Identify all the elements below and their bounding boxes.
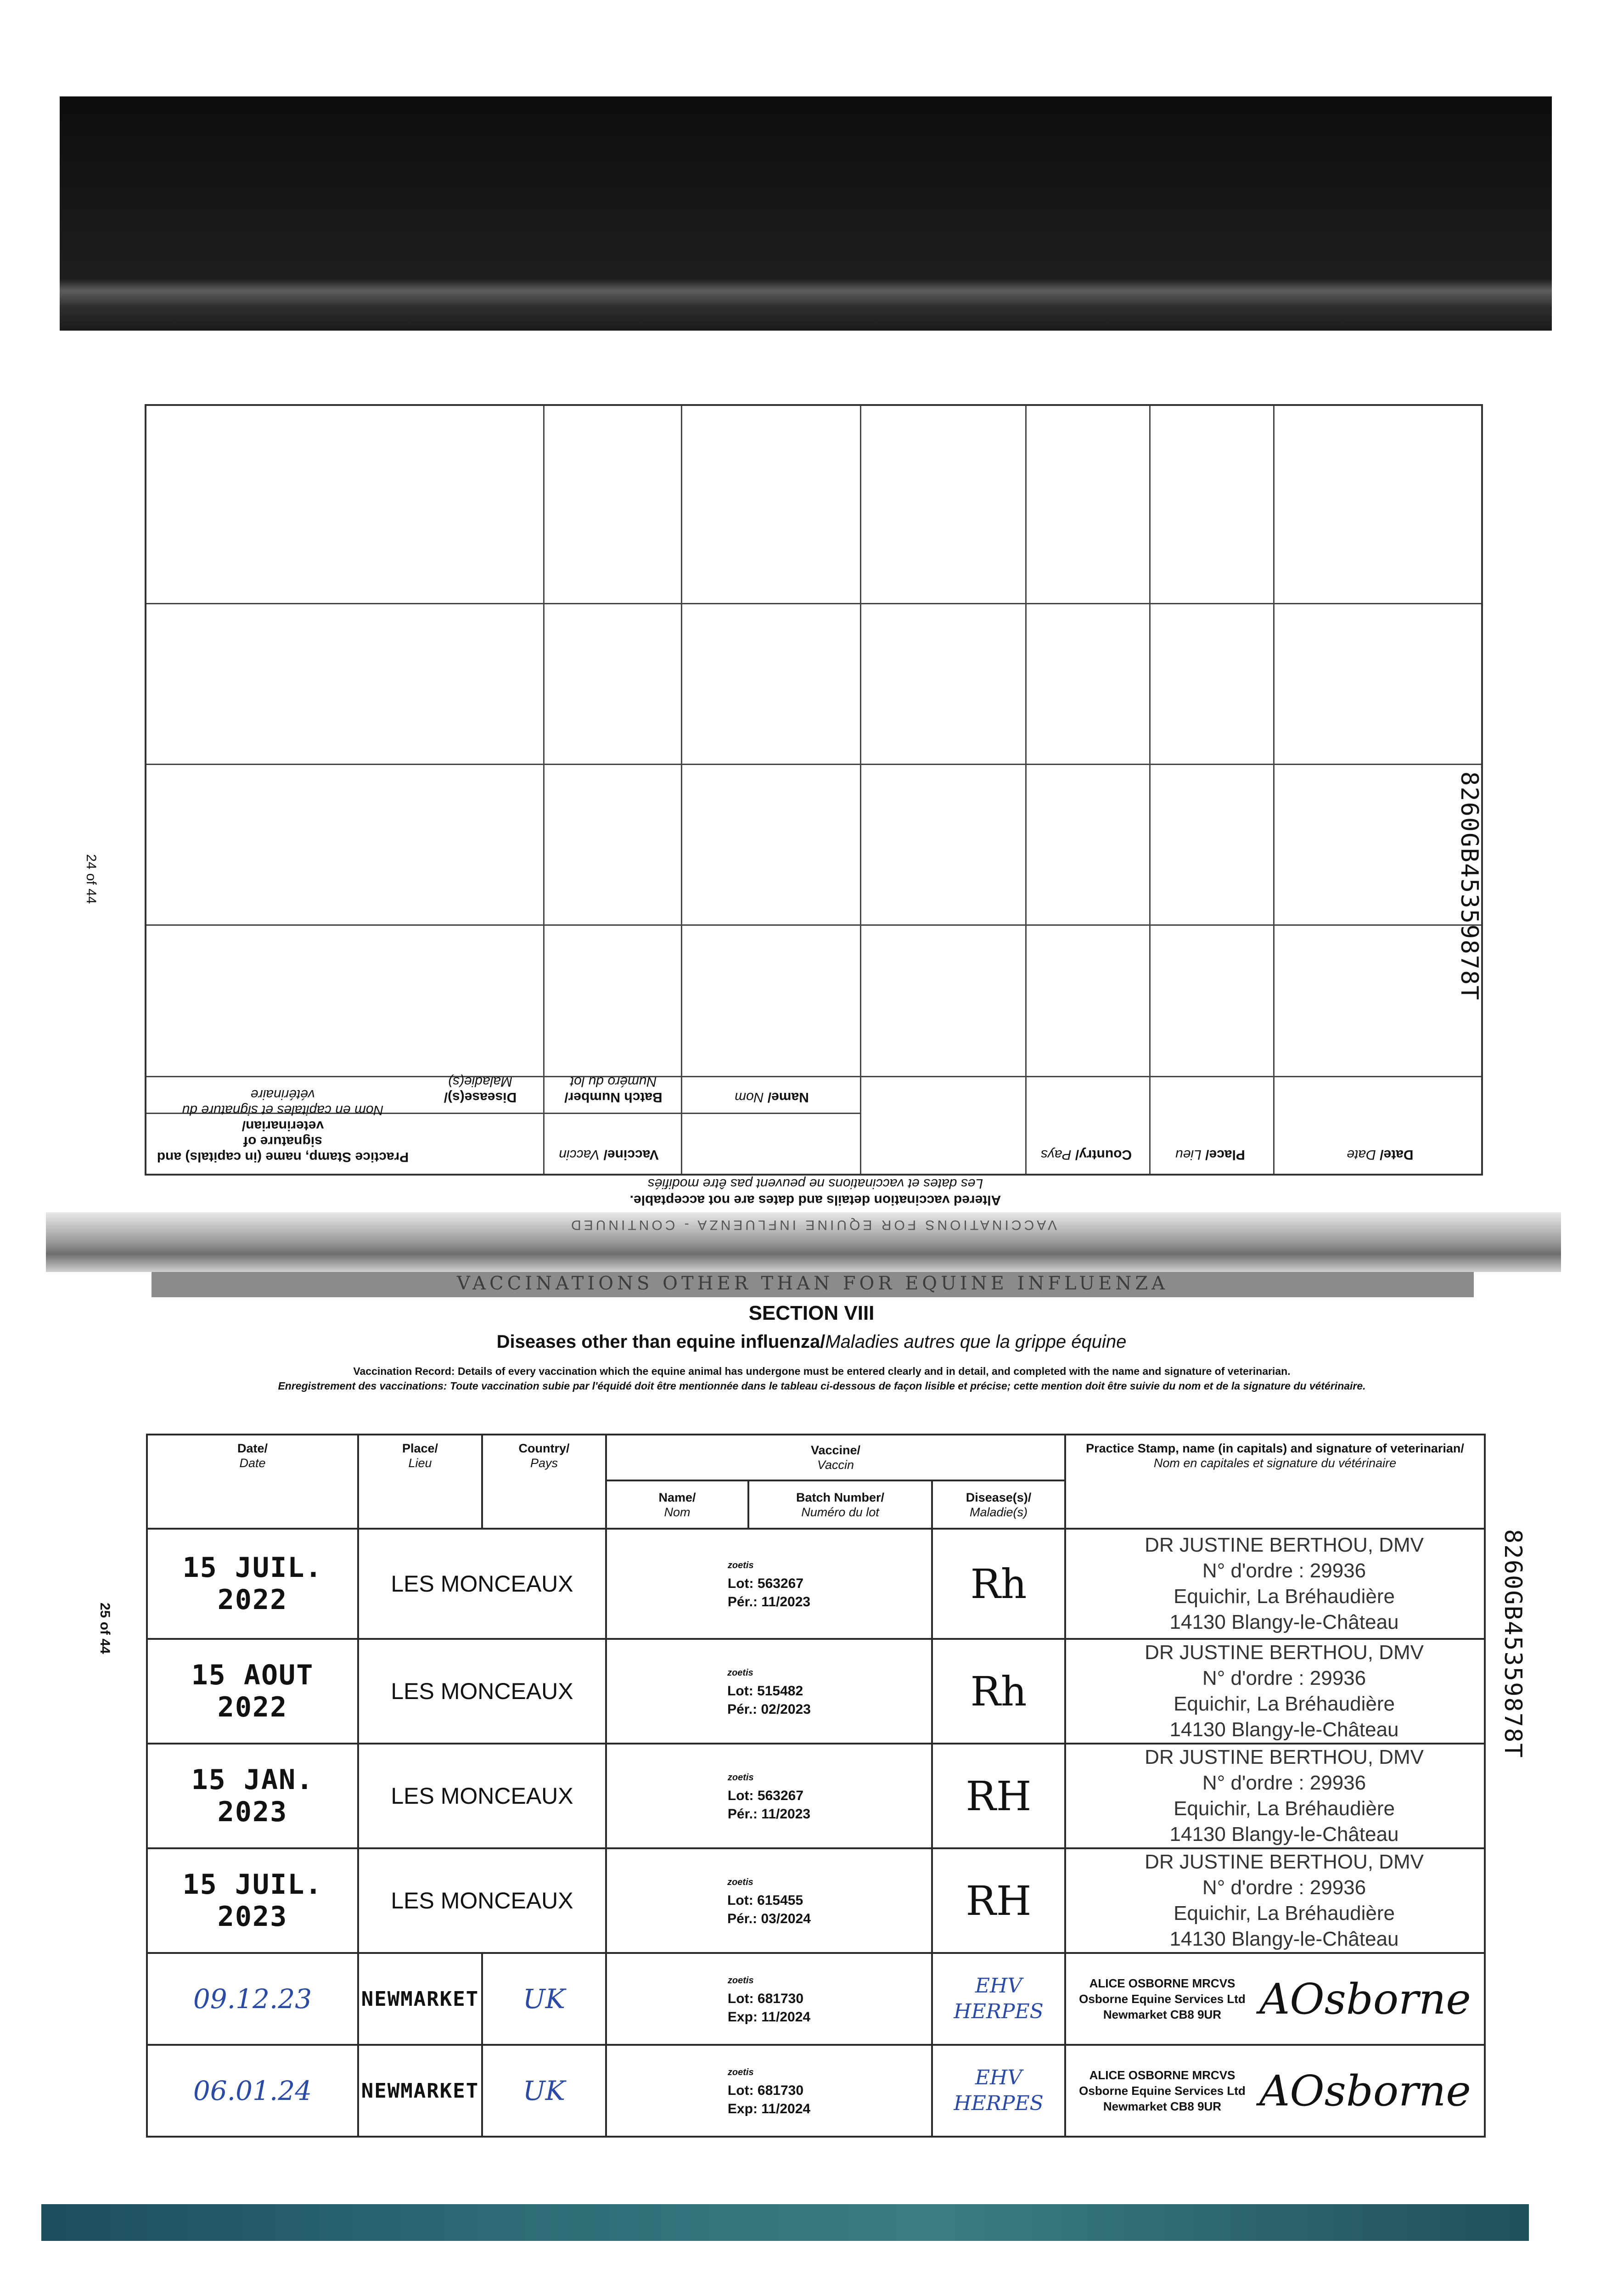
brand-name: zoetis — [727, 2067, 754, 2077]
table-row — [147, 1639, 1485, 1744]
expiry: 03/2024 — [761, 1911, 811, 1926]
brand-name: zoetis — [727, 1773, 754, 1783]
row-country: UK — [482, 2045, 606, 2137]
expiry: 11/2023 — [761, 1594, 811, 1609]
upper-col-divider — [1025, 406, 1027, 1174]
lower-side-code: 8260GB45359878T — [1499, 1529, 1527, 1759]
batch-header: Batch Number/ Numéro du lot — [748, 1480, 932, 1529]
lot-number: 563267 — [757, 1576, 803, 1591]
upper-batch-header: Batch Number/ Numéro du lot — [564, 1074, 663, 1105]
upper-name-header: Name/ Nom — [735, 1090, 809, 1105]
exp-label: Pér.: — [727, 1911, 758, 1926]
expiry: 11/2024 — [761, 2101, 811, 2116]
row-date: 15 AOUT 2022 — [147, 1639, 358, 1744]
section-subtitle: Diseases other than equine influenza/Maladies autres que la grippe équine — [496, 1332, 1127, 1352]
row-disease: Rh — [932, 1529, 1065, 1639]
row-place: NEWMARKET — [358, 1953, 482, 2045]
batch-sticker — [606, 1848, 932, 1953]
row-disease: EHV HERPES — [932, 1953, 1065, 2045]
table-row — [147, 1953, 1485, 2045]
lower-banner-title: VACCINATIONS OTHER THAN FOR EQUINE INFLUENZA — [456, 1273, 1169, 1294]
row-date: 15 JAN. 2023 — [147, 1744, 358, 1848]
exp-label: Exp: — [727, 2101, 758, 2116]
table-row — [147, 2045, 1485, 2137]
lot-number: 681730 — [757, 1991, 804, 2006]
expiry: 11/2024 — [761, 2009, 811, 2025]
lot-label: Lot: — [727, 2083, 754, 2098]
row-disease: EHV HERPES — [932, 2045, 1065, 2137]
upper-col-divider — [681, 406, 682, 1174]
lot-label: Lot: — [727, 1788, 754, 1803]
row-date: 06.01.24 — [147, 2045, 358, 2137]
exp-label: Exp: — [727, 2009, 758, 2025]
upper-row-divider — [146, 764, 1481, 765]
row-disease: Rh — [932, 1639, 1065, 1744]
upper-country-header: Country/ Pays — [1040, 1147, 1132, 1162]
lot-number: 615455 — [757, 1893, 803, 1908]
expiry: 02/2023 — [761, 1702, 811, 1717]
upper-place-header: Place/ Lieu — [1175, 1147, 1245, 1162]
exp-label: Pér.: — [727, 1702, 758, 1717]
upper-col-divider — [1273, 406, 1275, 1174]
section-title: SECTION VIII — [748, 1302, 875, 1324]
row-date: 09.12.23 — [147, 1953, 358, 2045]
upper-altered-note: Altered vaccination details and dates are not acceptable. Les dates et vaccinations ne peuvent pas être modifiés — [629, 1176, 1001, 1208]
place-header: Place/ Lieu — [358, 1435, 482, 1529]
upper-col-divider — [860, 406, 861, 1174]
row-date: 15 JUIL. 2023 — [147, 1848, 358, 1953]
brand-name: zoetis — [727, 1668, 753, 1678]
batch-sticker — [606, 2045, 932, 2137]
row-place: NEWMARKET — [358, 2045, 482, 2137]
disease-header: Disease(s)/ Maladie(s) — [932, 1480, 1065, 1529]
batch-sticker — [606, 1639, 932, 1744]
table-row — [147, 1848, 1485, 1953]
upper-stamp-header: Practice Stamp, name (in capitals) and signature of veterinarian/ Nom en capitales et signature du vétérinaire — [157, 1087, 409, 1165]
row-place: LES MONCEAUX — [358, 1744, 606, 1848]
country-header: Country/ Pays — [482, 1435, 606, 1529]
upper-row-divider — [146, 924, 1481, 926]
lot-label: Lot: — [727, 1576, 754, 1591]
brand-name: zoetis — [727, 1560, 754, 1570]
lot-label: Lot: — [727, 1683, 753, 1699]
lot-label: Lot: — [727, 1893, 753, 1908]
vet-stamp — [1065, 1953, 1485, 2045]
upper-vaccine-header: Vaccine/ Vaccin — [559, 1147, 659, 1162]
row-date: 15 JUIL. 2022 — [147, 1529, 358, 1639]
name-header: Name/ Nom — [606, 1480, 748, 1529]
row-country: UK — [482, 1953, 606, 2045]
vet-signature: AOsborne — [1259, 2066, 1471, 2116]
scan-shadow-band — [60, 96, 1552, 331]
row-disease: RH — [932, 1744, 1065, 1848]
vet-stamp: DR JUSTINE BERTHOU, DMV N° d'ordre : 29936 Equichir, La Bréhaudière 14130 Blangy-le-Château — [1065, 1848, 1485, 1953]
vaccination-record-note: Vaccination Record: Details of every vaccination which the equine animal has undergone must be entered clearly and in detail, and completed with the name and signature of veterinarian. Enregistrement des vaccinations: Toute vaccination subie par l'équidé doit être mentionnée dans le tableau ci-dessous de façon lisible et précise; cette mention doit être suivie du nom et de la signature du vétérinaire. — [278, 1365, 1366, 1392]
batch-sticker — [606, 1744, 932, 1848]
upper-col-divider — [1149, 406, 1151, 1174]
bottom-scan-band — [41, 2204, 1529, 2241]
upper-disease-header: Disease(s)/ Maladie(s) — [444, 1074, 517, 1105]
upper-banner-title: VACCINATIONS FOR EQUINE INFLUENZA - CONTINUED — [568, 1217, 1057, 1232]
vaccination-table — [146, 1434, 1486, 2138]
brand-name: zoetis — [727, 1877, 753, 1887]
lower-page-number: 25 of 44 — [97, 1603, 112, 1654]
upper-col-divider — [543, 406, 545, 1174]
vet-stamp-text: ALICE OSBORNE MRCVS Osborne Equine Services Ltd Newmarket CB8 9UR — [1079, 1976, 1246, 2021]
row-place: LES MONCEAUX — [358, 1639, 606, 1744]
vet-stamp: DR JUSTINE BERTHOU, DMV N° d'ordre : 29936 Equichir, La Bréhaudière 14130 Blangy-le-Château — [1065, 1529, 1485, 1639]
batch-sticker — [606, 1953, 932, 2045]
table-row — [147, 1744, 1485, 1848]
upper-vaccination-table — [145, 404, 1483, 1208]
expiry: 11/2023 — [761, 1806, 811, 1822]
batch-sticker — [606, 1529, 932, 1639]
row-place: LES MONCEAUX — [358, 1529, 606, 1639]
upper-row-divider — [146, 1076, 1481, 1077]
lot-number: 681730 — [757, 2083, 804, 2098]
upper-row-divider — [146, 603, 1481, 604]
upper-date-header: Date/ Date — [1347, 1147, 1414, 1162]
lot-number: 563267 — [757, 1788, 803, 1803]
row-place: LES MONCEAUX — [358, 1848, 606, 1953]
stamp-header: Practice Stamp, name (in capitals) and signature of veterinarian/ Nom en capitales et signature du vétérinaire — [1065, 1435, 1485, 1529]
table-row — [147, 1529, 1485, 1639]
lot-label: Lot: — [727, 1991, 754, 2006]
date-header: Date/ Date — [147, 1435, 358, 1529]
vaccine-header: Vaccine/ Vaccin — [606, 1435, 1065, 1480]
vet-stamp-text: ALICE OSBORNE MRCVS Osborne Equine Services Ltd Newmarket CB8 9UR — [1079, 2068, 1246, 2113]
vet-stamp: DR JUSTINE BERTHOU, DMV N° d'ordre : 29936 Equichir, La Bréhaudière 14130 Blangy-le-Château — [1065, 1744, 1485, 1848]
brand-name: zoetis — [727, 1975, 754, 1986]
lot-number: 515482 — [757, 1683, 803, 1699]
exp-label: Pér.: — [727, 1594, 758, 1609]
exp-label: Pér.: — [727, 1806, 758, 1822]
vet-stamp: DR JUSTINE BERTHOU, DMV N° d'ordre : 29936 Equichir, La Bréhaudière 14130 Blangy-le-Château — [1065, 1639, 1485, 1744]
vet-signature: AOsborne — [1259, 1974, 1471, 2024]
upper-page-number: 24 of 44 — [84, 854, 99, 904]
row-disease: RH — [932, 1848, 1065, 1953]
upper-side-code: 8260GB45359878T — [1455, 771, 1483, 1001]
vet-stamp — [1065, 2045, 1485, 2137]
